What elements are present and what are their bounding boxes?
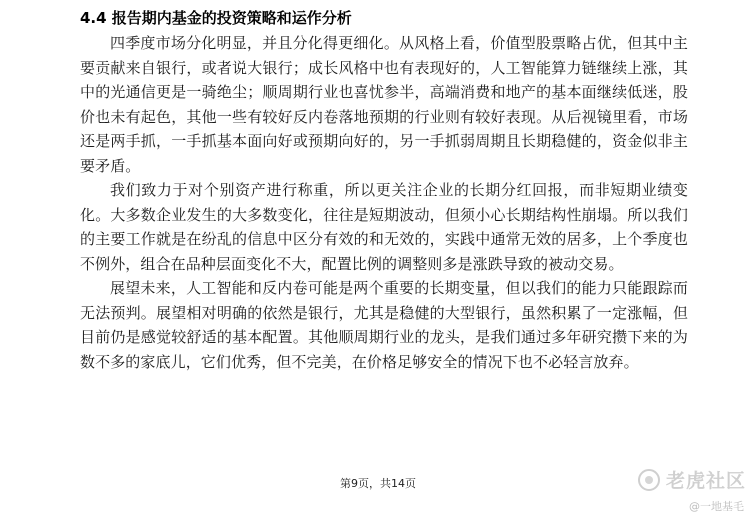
watermark-brand: 老虎社区: [665, 470, 746, 492]
paragraph-market-review: 四季度市场分化明显，并且分化得更细化。从风格上看，价值型股票略占优，但其中主要贡献来自银行，或者说大银行；成长风格中也有表现好的，人工智能算力链继续上涨，其中的光通信更是一骑绝尘；顺周期行业也喜忧参半，高端消费和地产的基本面继续低迷，股价也未有起色，其他一些有较好反内卷落地预期的行业则有较好表现。从后视镜里看，市场还是两手抓，一手抓基本面向好或预期向好的，另一手抓弱周期且长期稳健的，资金似非主要矛盾。: [80, 34, 688, 175]
body-text: [80, 31, 688, 374]
paragraph-strategy: 我们致力于对个别资产进行称重，所以更关注企业的长期分红回报，而非短期业绩变化。大多数企业发生的大多数变化，往往是短期波动，但须小心长期结构性崩塌。所以我们的主要工作就是在纷乱的信息中区分有效的和无效的，实践中通常无效的居多，上个季度也不例外，组合在品种层面变化不大，配置比例的调整则多是涨跌导致的被动交易。: [80, 181, 688, 273]
watermark: [638, 466, 746, 493]
watermark-author: @一地基毛: [689, 500, 744, 513]
paragraph-outlook: 展望未来，人工智能和反内卷可能是两个重要的长期变量，但以我们的能力只能跟踪而无法预判。展望相对明确的依然是银行，尤其是稳健的大型银行，虽然积累了一定涨幅，但目前仍是感觉较舒适的基本配置。其他顺周期行业的龙头，是我们通过多年研究攒下来的为数不多的家底儿，它们优秀，但不完美，在价格足够安全的情况下也不必轻言放弃。: [80, 279, 688, 371]
page-number: 第9页，共14页: [340, 477, 416, 490]
tiger-logo-icon: [638, 469, 660, 491]
section-heading: 4.4 报告期内基金的投资策略和运作分析: [80, 9, 352, 27]
